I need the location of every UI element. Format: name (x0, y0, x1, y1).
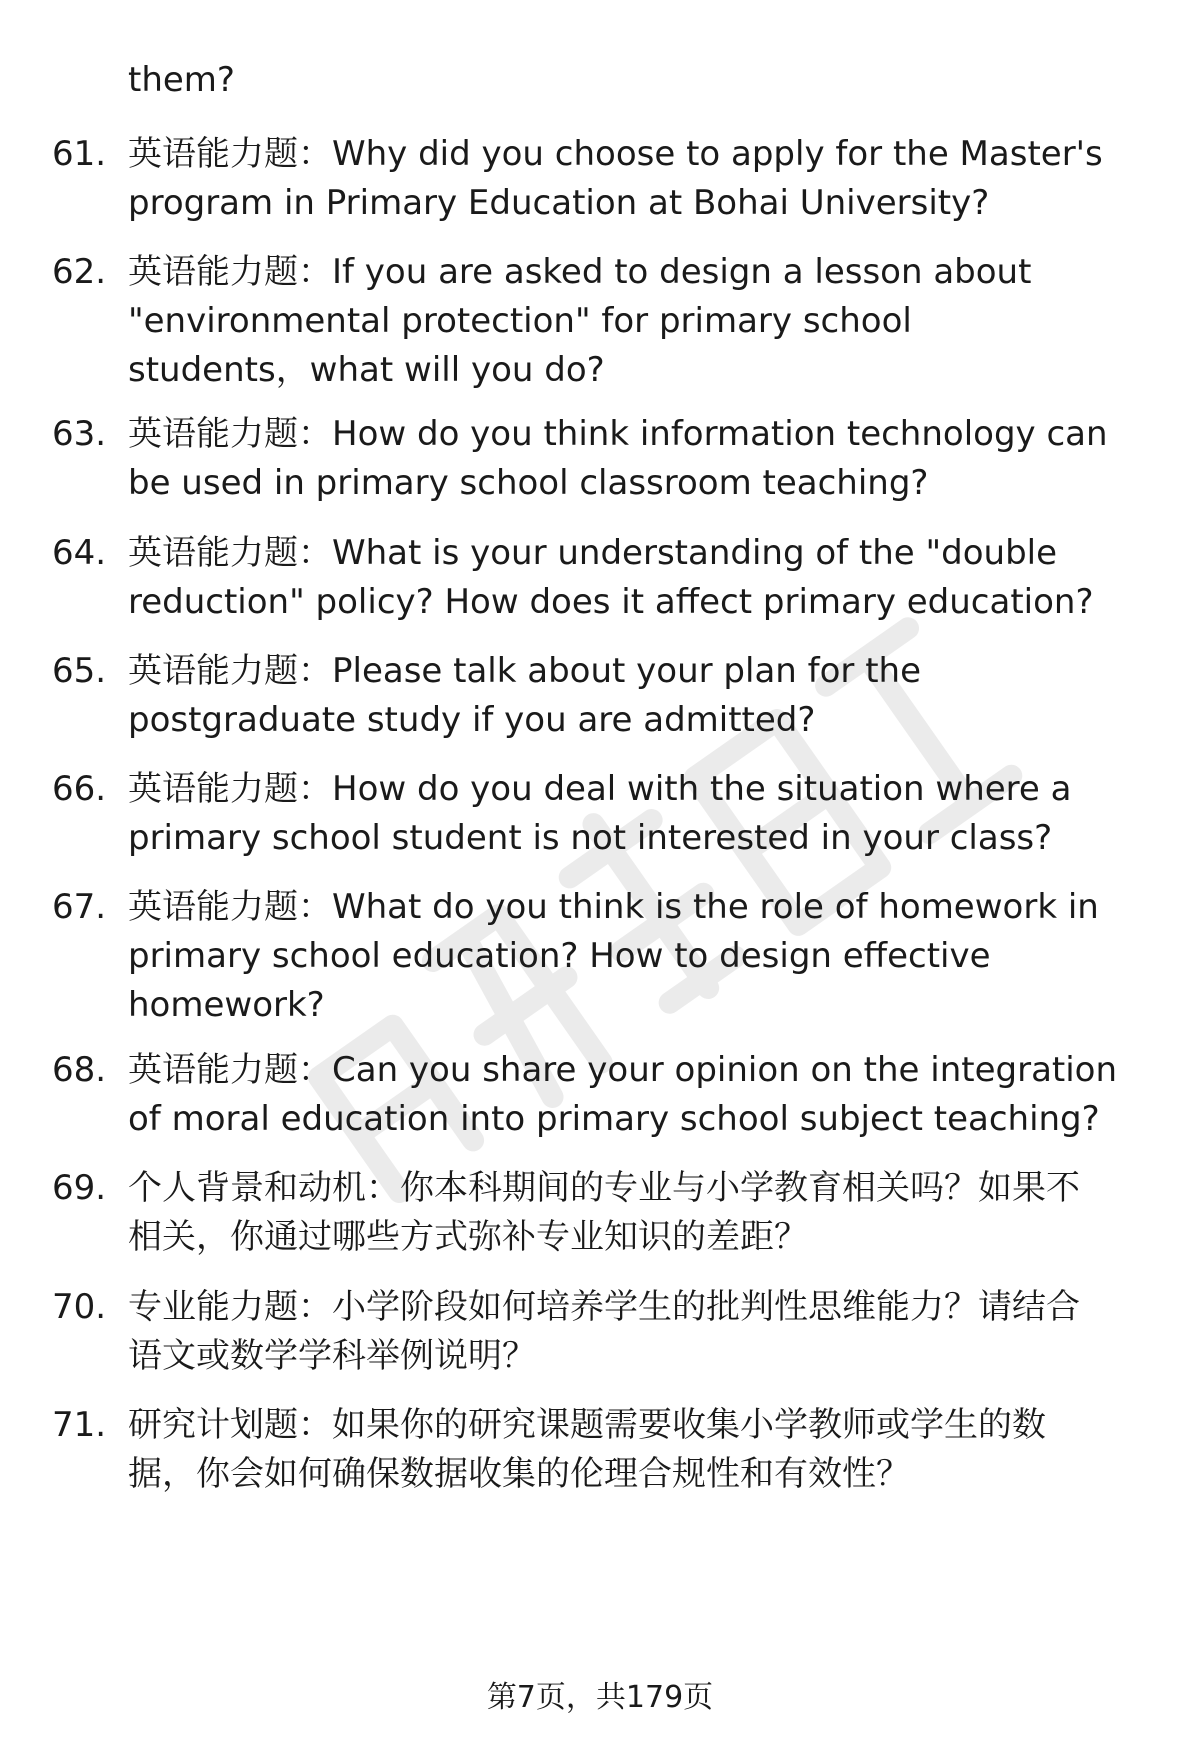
question-text: 英语能力题：What is your understanding of the "double reduction" policy? How does it affect primary education? (128, 533, 1094, 622)
question-number: 68. (52, 1050, 107, 1090)
question-text: 英语能力题：What do you think is the role of homework in primary school education? How to design effective homework? (128, 887, 1099, 1025)
question-number: 70. (52, 1287, 107, 1327)
question-text: 英语能力题：Why did you choose to apply for the Master's program in Primary Education at Bohai University? (128, 134, 1103, 223)
question-number: 69. (52, 1168, 107, 1208)
question-text: 英语能力题：How do you think information technology can be used in primary school classroom teaching? (128, 414, 1108, 503)
question-text: 专业能力题：小学阶段如何培养学生的批判性思维能力？请结合 语文或数学学科举例说明？ (128, 1287, 1080, 1376)
question-number: 65. (52, 651, 107, 691)
page-footer: 第7页，共179页 (486, 1680, 714, 1715)
question-number: 62. (52, 252, 107, 292)
question-number: 67. (52, 887, 107, 927)
question-text: 个人背景和动机：你本科期间的专业与小学教育相关吗？如果不 相关，你通过哪些方式弥补专业知识的差距？ (128, 1168, 1080, 1257)
question-number: 66. (52, 769, 107, 809)
question-number: 71. (52, 1405, 107, 1445)
question-text: 英语能力题：If you are asked to design a lesson about "environmental protection" for primary school students，what will you do? (128, 252, 1032, 390)
continuation-text: them? (128, 60, 235, 100)
question-number: 64. (52, 533, 107, 573)
question-text: 研究计划题：如果你的研究课题需要收集小学教师或学生的数 据，你会如何确保数据收集的伦理合规性和有效性？ (128, 1405, 1046, 1494)
question-text: 英语能力题：Can you share your opinion on the integration of moral education into primary school subject teaching? (128, 1050, 1118, 1139)
question-text: 英语能力题：How do you deal with the situation where a primary school student is not interested in your class? (128, 769, 1072, 858)
question-text: 英语能力题：Please talk about your plan for the postgraduate study if you are admitted? (128, 651, 921, 740)
question-number: 63. (52, 414, 107, 454)
question-number: 61. (52, 134, 107, 174)
